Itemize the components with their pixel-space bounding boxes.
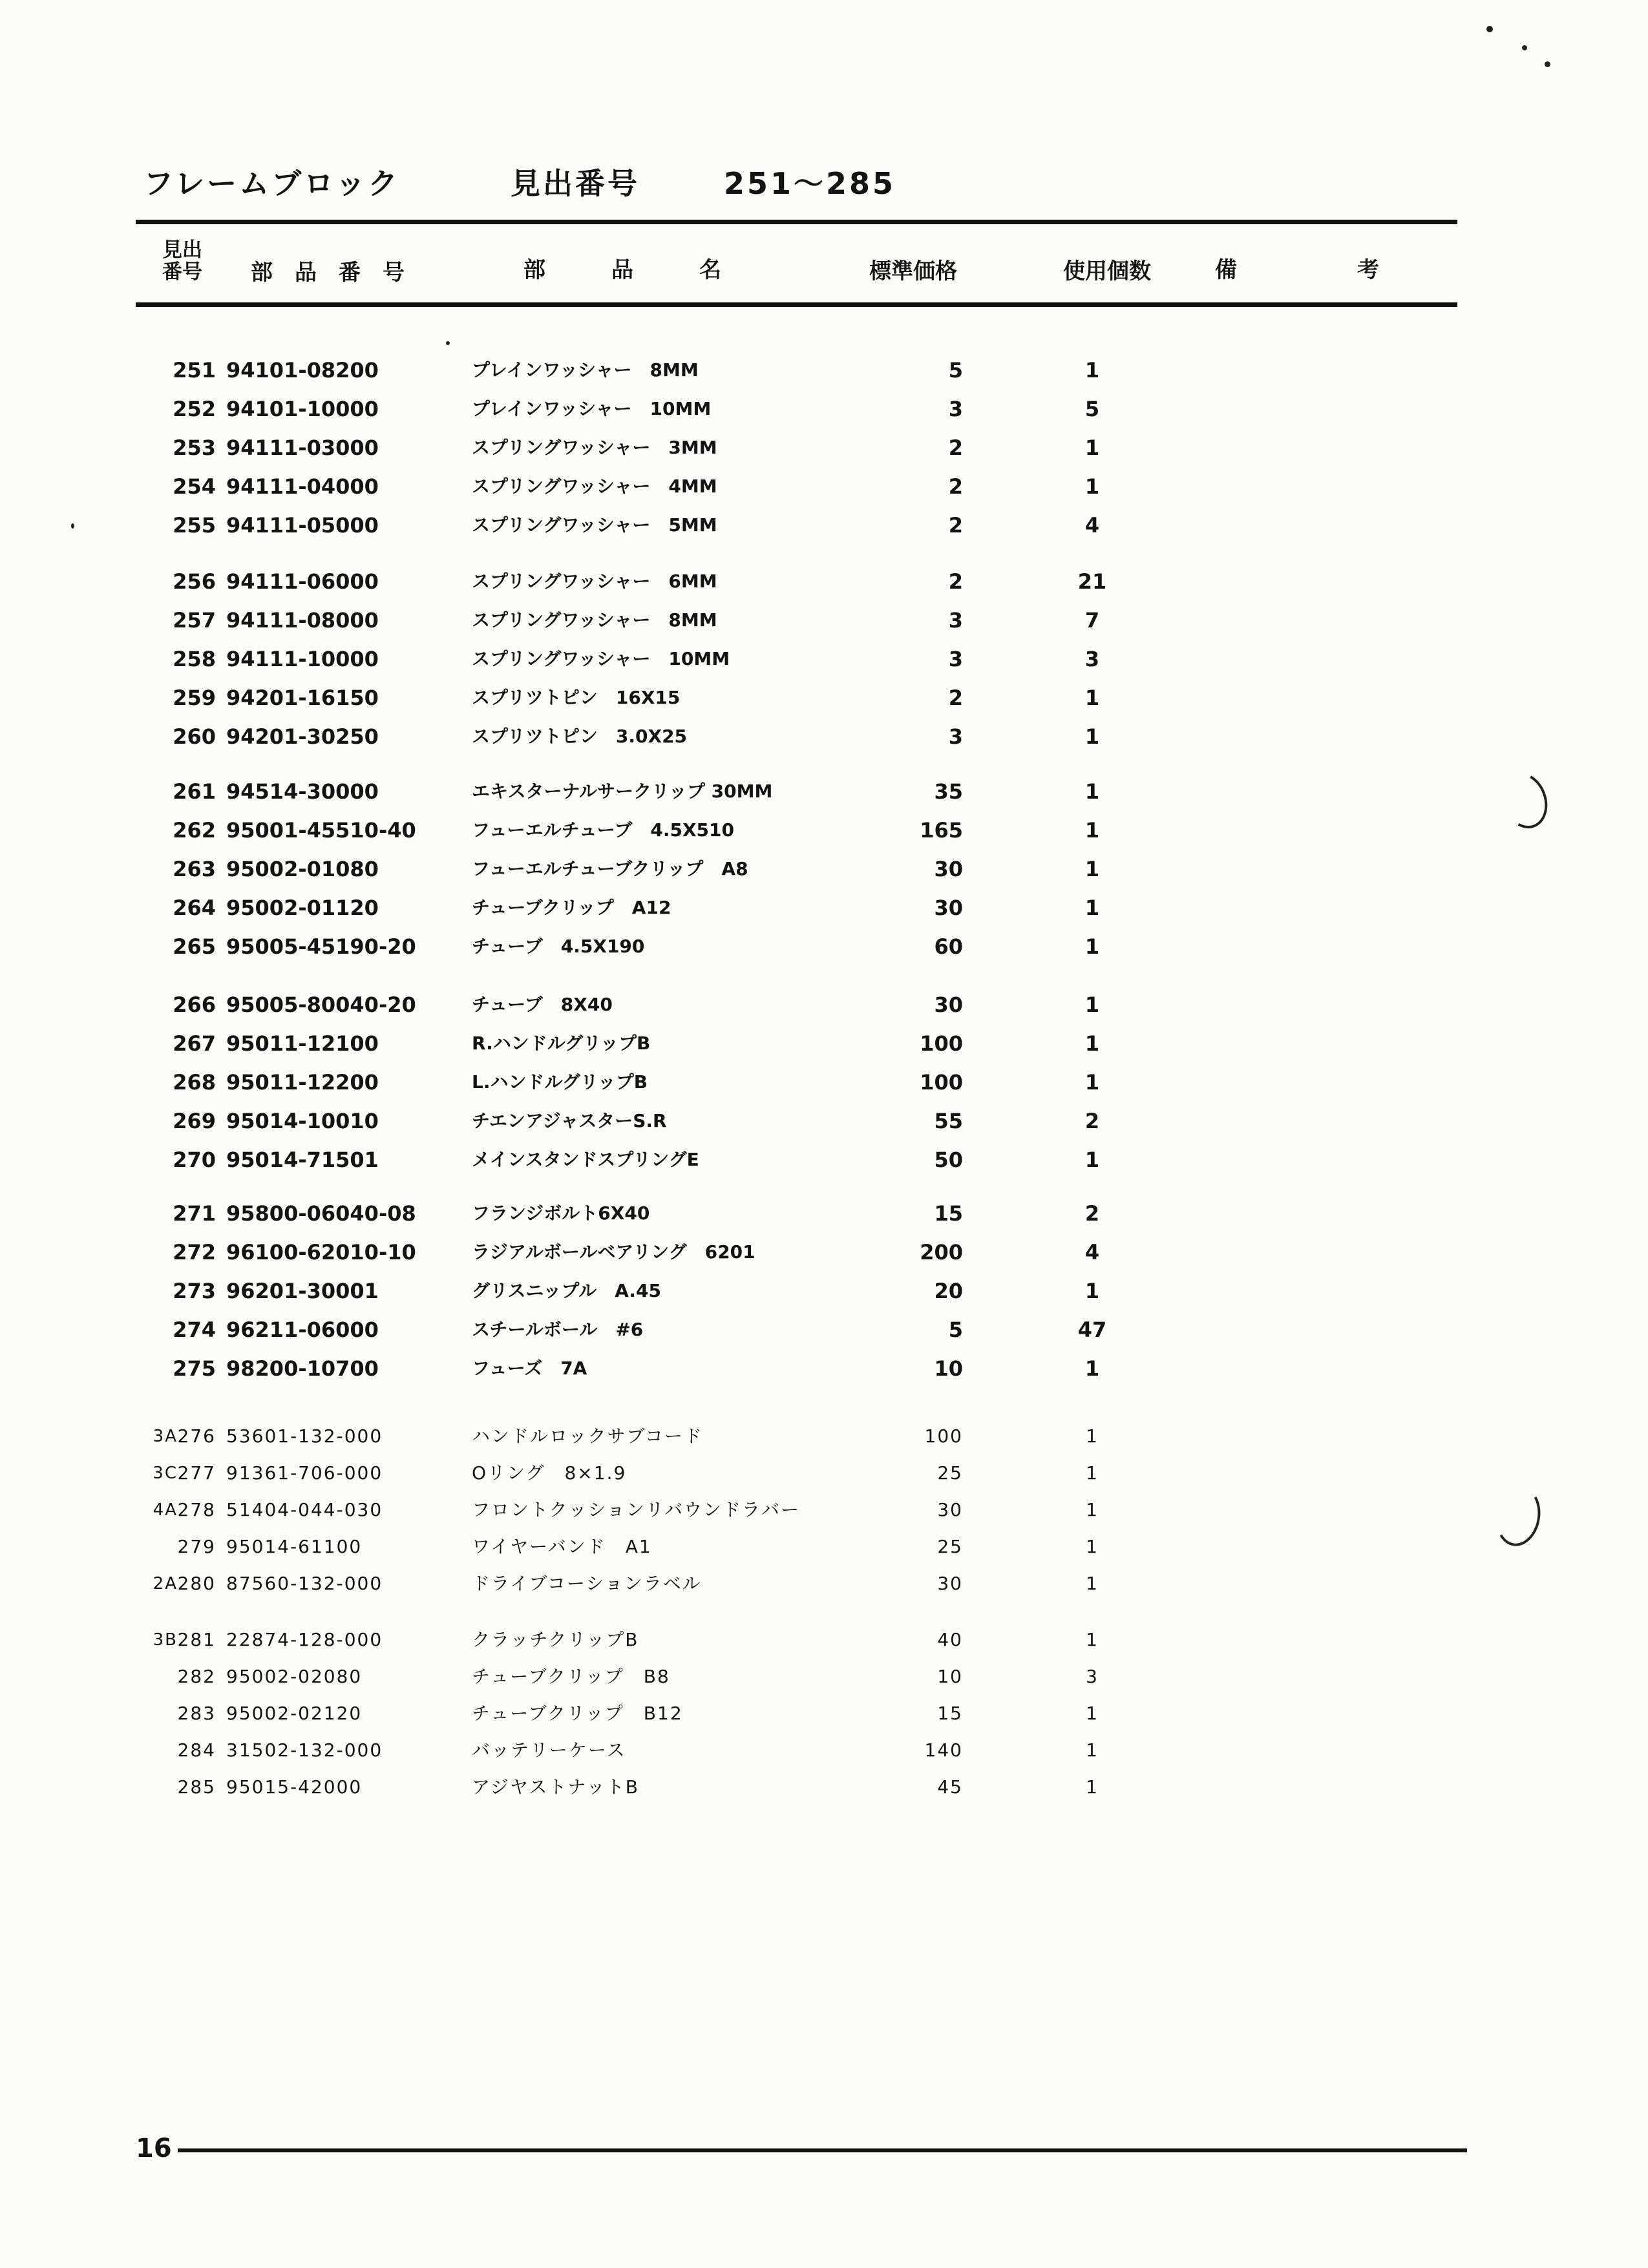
index-number: 276 bbox=[177, 1425, 216, 1447]
part-number: 95001-45510-40 bbox=[226, 818, 416, 843]
ref-code: 3A bbox=[153, 1427, 178, 1446]
col-part-name: 部 品 名 bbox=[523, 257, 721, 283]
part-name: グリスニップル A.45 bbox=[472, 1280, 661, 1301]
price: 25 bbox=[937, 1536, 963, 1557]
index-number: 277 bbox=[177, 1462, 216, 1484]
quantity: 1 bbox=[1086, 1629, 1099, 1650]
quantity: 1 bbox=[1084, 1279, 1100, 1303]
table-row bbox=[0, 719, 1648, 755]
part-number: 95011-12100 bbox=[226, 1031, 379, 1056]
price: 30 bbox=[934, 896, 963, 920]
quantity: 1 bbox=[1086, 1536, 1099, 1557]
scan-speck bbox=[71, 523, 74, 529]
price: 200 bbox=[920, 1240, 963, 1265]
part-name: スプリツトピン 3.0X25 bbox=[472, 726, 688, 747]
table-row bbox=[0, 680, 1648, 716]
part-number: 94111-04000 bbox=[226, 474, 379, 499]
price: 5 bbox=[948, 358, 963, 383]
price: 55 bbox=[934, 1109, 963, 1133]
index-number: 267 bbox=[173, 1031, 216, 1056]
table-row bbox=[0, 430, 1648, 466]
index-number: 272 bbox=[173, 1240, 216, 1265]
part-number: 95002-02080 bbox=[226, 1666, 363, 1687]
price: 10 bbox=[934, 1356, 963, 1381]
part-number: 96211-06000 bbox=[226, 1318, 379, 1342]
price: 25 bbox=[937, 1462, 963, 1484]
index-number: 282 bbox=[177, 1666, 216, 1687]
price: 30 bbox=[934, 857, 963, 881]
price: 15 bbox=[934, 1201, 963, 1226]
index-number: 284 bbox=[177, 1739, 216, 1761]
index-number: 271 bbox=[173, 1201, 216, 1226]
quantity: 1 bbox=[1086, 1739, 1099, 1761]
part-number: 53601-132-000 bbox=[226, 1425, 383, 1447]
part-name: チューブ 8X40 bbox=[472, 994, 613, 1015]
price: 5 bbox=[948, 1318, 963, 1342]
table-row bbox=[0, 1312, 1648, 1348]
quantity: 1 bbox=[1084, 1070, 1100, 1095]
quantity: 1 bbox=[1084, 779, 1100, 804]
table-row bbox=[0, 1418, 1648, 1454]
quantity: 3 bbox=[1084, 647, 1100, 671]
part-number: 95014-61100 bbox=[226, 1536, 363, 1557]
index-number: 265 bbox=[173, 934, 216, 959]
part-name: Oリング 8×1.9 bbox=[472, 1462, 627, 1484]
index-number: 269 bbox=[173, 1109, 216, 1133]
part-number: 94101-10000 bbox=[226, 397, 379, 421]
part-number: 94111-06000 bbox=[226, 569, 379, 594]
table-row bbox=[0, 890, 1648, 926]
price: 3 bbox=[948, 608, 963, 633]
quantity: 1 bbox=[1084, 474, 1100, 499]
table-row bbox=[0, 1350, 1648, 1387]
part-name: スプリングワッシャー 8MM bbox=[472, 609, 717, 631]
part-name: プレインワッシャー 10MM bbox=[472, 398, 712, 419]
part-name: メインスタンドスプリングE bbox=[472, 1149, 699, 1170]
table-row bbox=[0, 812, 1648, 848]
part-name: ハンドルロックサブコード bbox=[472, 1425, 704, 1447]
quantity: 1 bbox=[1084, 686, 1100, 710]
price: 2 bbox=[948, 474, 963, 499]
page-number: 16 bbox=[136, 2134, 172, 2163]
table-row bbox=[0, 773, 1648, 810]
part-number: 95002-01080 bbox=[226, 857, 379, 881]
price: 100 bbox=[924, 1425, 963, 1447]
top-rule bbox=[136, 220, 1457, 224]
part-name: スプリングワッシャー 3MM bbox=[472, 437, 717, 458]
part-name: チエンアジャスターS.R bbox=[472, 1110, 667, 1131]
price: 2 bbox=[948, 686, 963, 710]
part-number: 94111-05000 bbox=[226, 513, 379, 538]
table-row bbox=[0, 352, 1648, 388]
table-row bbox=[0, 1273, 1648, 1309]
index-number: 260 bbox=[173, 724, 216, 749]
quantity: 21 bbox=[1077, 569, 1107, 594]
index-range: 251～285 bbox=[724, 166, 896, 201]
col-qty: 使用個数 bbox=[1063, 258, 1151, 284]
quantity: 1 bbox=[1084, 896, 1100, 920]
part-name: スプリングワッシャー 6MM bbox=[472, 571, 717, 592]
index-number: 252 bbox=[173, 397, 216, 421]
table-row bbox=[0, 1455, 1648, 1491]
part-number: 31502-132-000 bbox=[226, 1739, 383, 1761]
index-number: 285 bbox=[177, 1776, 216, 1798]
part-number: 95005-45190-20 bbox=[226, 934, 416, 959]
part-number: 87560-132-000 bbox=[226, 1573, 383, 1594]
part-name: チューブクリップ B12 bbox=[472, 1703, 683, 1724]
part-number: 95800-06040-08 bbox=[226, 1201, 416, 1226]
part-name: R.ハンドルグリップB bbox=[472, 1033, 651, 1054]
quantity: 2 bbox=[1084, 1201, 1100, 1226]
table-row bbox=[0, 1529, 1648, 1565]
price: 2 bbox=[948, 436, 963, 460]
price: 100 bbox=[920, 1070, 963, 1095]
index-number: 251 bbox=[173, 358, 216, 383]
price: 30 bbox=[937, 1573, 963, 1594]
table-row bbox=[0, 1732, 1648, 1769]
price: 3 bbox=[948, 397, 963, 421]
table-row bbox=[0, 1103, 1648, 1139]
index-number: 254 bbox=[173, 474, 216, 499]
part-name: プレインワッシャー 8MM bbox=[472, 359, 699, 381]
part-name: スチールボール #6 bbox=[472, 1319, 644, 1340]
table-row bbox=[0, 1492, 1648, 1528]
price: 20 bbox=[934, 1279, 963, 1303]
quantity: 3 bbox=[1086, 1666, 1099, 1687]
part-name: エキスターナルサークリップ 30MM bbox=[472, 781, 773, 802]
price: 30 bbox=[934, 992, 963, 1017]
quantity: 1 bbox=[1084, 724, 1100, 749]
table-row bbox=[0, 987, 1648, 1023]
part-name: クラッチクリップB bbox=[472, 1629, 639, 1650]
quantity: 1 bbox=[1084, 934, 1100, 959]
index-number: 263 bbox=[173, 857, 216, 881]
quantity: 4 bbox=[1084, 513, 1100, 538]
quantity: 1 bbox=[1086, 1462, 1099, 1484]
quantity: 1 bbox=[1084, 1148, 1100, 1172]
ref-code: 3C bbox=[153, 1464, 178, 1483]
index-number: 256 bbox=[173, 569, 216, 594]
part-number: 94111-10000 bbox=[226, 647, 379, 671]
part-name: スプリングワッシャー 5MM bbox=[472, 514, 717, 536]
index-number: 279 bbox=[177, 1536, 216, 1557]
table-row bbox=[0, 641, 1648, 677]
quantity: 1 bbox=[1086, 1425, 1099, 1447]
table-row bbox=[0, 1622, 1648, 1658]
part-number: 96100-62010-10 bbox=[226, 1240, 416, 1265]
price: 3 bbox=[948, 647, 963, 671]
index-number: 274 bbox=[173, 1318, 216, 1342]
price: 10 bbox=[937, 1666, 963, 1687]
table-row bbox=[0, 1142, 1648, 1178]
index-number: 258 bbox=[173, 647, 216, 671]
part-name: チューブ 4.5X190 bbox=[472, 936, 645, 957]
table-row bbox=[0, 929, 1648, 965]
part-name: フューエルチューブ 4.5X510 bbox=[472, 819, 734, 841]
col-price: 標準価格 bbox=[869, 258, 957, 284]
part-name: バッテリーケース bbox=[472, 1739, 626, 1761]
part-number: 94201-30250 bbox=[226, 724, 379, 749]
part-number: 95011-12200 bbox=[226, 1070, 379, 1095]
table-row bbox=[0, 602, 1648, 638]
quantity: 7 bbox=[1084, 608, 1100, 633]
price: 3 bbox=[948, 724, 963, 749]
price: 60 bbox=[934, 934, 963, 959]
quantity: 1 bbox=[1084, 818, 1100, 843]
price: 15 bbox=[937, 1703, 963, 1724]
price: 140 bbox=[924, 1739, 963, 1761]
part-name: フランジボルト6X40 bbox=[472, 1202, 650, 1224]
index-number: 273 bbox=[173, 1279, 216, 1303]
index-number: 253 bbox=[173, 436, 216, 460]
table-row bbox=[0, 468, 1648, 505]
part-number: 95015-42000 bbox=[226, 1776, 363, 1798]
price: 40 bbox=[937, 1629, 963, 1650]
scan-speck bbox=[1522, 45, 1527, 50]
table-row bbox=[0, 1234, 1648, 1270]
price: 100 bbox=[920, 1031, 963, 1056]
index-number: 278 bbox=[177, 1499, 216, 1520]
table-row bbox=[0, 563, 1648, 600]
index-number: 257 bbox=[173, 608, 216, 633]
part-number: 96201-30001 bbox=[226, 1279, 379, 1303]
quantity: 1 bbox=[1086, 1573, 1099, 1594]
table-row bbox=[0, 1195, 1648, 1232]
part-number: 94201-16150 bbox=[226, 686, 379, 710]
part-number: 94111-08000 bbox=[226, 608, 379, 633]
part-name: チューブクリップ B8 bbox=[472, 1666, 670, 1687]
index-number: 259 bbox=[173, 686, 216, 710]
ref-code: 4A bbox=[153, 1500, 178, 1520]
table-row bbox=[0, 1025, 1648, 1062]
price: 30 bbox=[937, 1499, 963, 1520]
index-number: 264 bbox=[173, 896, 216, 920]
part-name: フューエルチューブクリップ A8 bbox=[472, 858, 748, 879]
index-number: 275 bbox=[173, 1356, 216, 1381]
price: 50 bbox=[934, 1148, 963, 1172]
table-row bbox=[0, 391, 1648, 427]
scan-speck bbox=[446, 341, 450, 345]
part-number: 94111-03000 bbox=[226, 436, 379, 460]
quantity: 1 bbox=[1086, 1499, 1099, 1520]
scan-speck bbox=[1545, 61, 1550, 67]
quantity: 1 bbox=[1084, 358, 1100, 383]
part-name: フロントクッションリバウンドラバー bbox=[472, 1499, 801, 1520]
price: 45 bbox=[937, 1776, 963, 1798]
price: 35 bbox=[934, 779, 963, 804]
index-label: 見出番号 bbox=[511, 166, 640, 201]
table-row bbox=[0, 507, 1648, 543]
quantity: 1 bbox=[1084, 436, 1100, 460]
quantity: 1 bbox=[1084, 1356, 1100, 1381]
quantity: 47 bbox=[1077, 1318, 1107, 1342]
ref-code: 3B bbox=[153, 1630, 178, 1650]
part-number: 95014-10010 bbox=[226, 1109, 379, 1133]
part-name: アジヤストナットB bbox=[472, 1776, 639, 1798]
index-number: 270 bbox=[173, 1148, 216, 1172]
table-row bbox=[0, 1064, 1648, 1100]
part-name: L.ハンドルグリップB bbox=[472, 1071, 648, 1093]
part-name: ラジアルボールベアリング 6201 bbox=[472, 1241, 755, 1263]
table-row bbox=[0, 1769, 1648, 1805]
index-number: 268 bbox=[173, 1070, 216, 1095]
table-row bbox=[0, 1696, 1648, 1732]
price: 165 bbox=[920, 818, 963, 843]
part-name: ワイヤーバンド A1 bbox=[472, 1536, 652, 1557]
col-ref-no: 見出 番号 bbox=[162, 238, 202, 284]
col-remarks-1: 備 bbox=[1215, 257, 1237, 283]
part-name: ドライブコーションラベル bbox=[472, 1573, 702, 1594]
part-name: スプリングワッシャー 4MM bbox=[472, 476, 717, 497]
part-name: スプリツトピン 16X15 bbox=[472, 687, 681, 708]
part-name: スプリングワッシャー 10MM bbox=[472, 648, 730, 669]
price: 2 bbox=[948, 569, 963, 594]
quantity: 4 bbox=[1084, 1240, 1100, 1265]
index-number: 283 bbox=[177, 1703, 216, 1724]
part-number: 95014-71501 bbox=[226, 1148, 379, 1172]
part-number: 95005-80040-20 bbox=[226, 992, 416, 1017]
ref-code: 2A bbox=[153, 1574, 178, 1593]
header-bottom-rule bbox=[136, 302, 1457, 307]
quantity: 1 bbox=[1084, 857, 1100, 881]
quantity: 2 bbox=[1084, 1109, 1100, 1133]
scan-speck bbox=[1486, 26, 1493, 32]
quantity: 5 bbox=[1084, 397, 1100, 421]
index-number: 280 bbox=[177, 1573, 216, 1594]
part-number: 22874-128-000 bbox=[226, 1629, 383, 1650]
quantity: 1 bbox=[1086, 1776, 1099, 1798]
index-number: 281 bbox=[177, 1629, 216, 1650]
part-number: 94514-30000 bbox=[226, 779, 379, 804]
table-row bbox=[0, 1659, 1648, 1695]
index-number: 262 bbox=[173, 818, 216, 843]
part-name: チューブクリップ A12 bbox=[472, 897, 671, 918]
part-number: 98200-10700 bbox=[226, 1356, 379, 1381]
block-title: フレームブロック bbox=[143, 166, 401, 201]
quantity: 1 bbox=[1084, 1031, 1100, 1056]
table-row bbox=[0, 851, 1648, 887]
quantity: 1 bbox=[1084, 992, 1100, 1017]
index-number: 255 bbox=[173, 513, 216, 538]
part-name: フューズ 7A bbox=[472, 1358, 587, 1379]
part-number: 91361-706-000 bbox=[226, 1462, 383, 1484]
part-number: 95002-01120 bbox=[226, 896, 379, 920]
quantity: 1 bbox=[1086, 1703, 1099, 1724]
footer-rule bbox=[178, 2148, 1467, 2152]
part-number: 51404-044-030 bbox=[226, 1499, 383, 1520]
part-number: 95002-02120 bbox=[226, 1703, 363, 1724]
col-part-no: 部 品 番 号 bbox=[251, 260, 405, 286]
table-row bbox=[0, 1566, 1648, 1602]
price: 2 bbox=[948, 513, 963, 538]
index-number: 266 bbox=[173, 992, 216, 1017]
col-remarks-2: 考 bbox=[1357, 257, 1379, 283]
index-number: 261 bbox=[173, 779, 216, 804]
part-number: 94101-08200 bbox=[226, 358, 379, 383]
